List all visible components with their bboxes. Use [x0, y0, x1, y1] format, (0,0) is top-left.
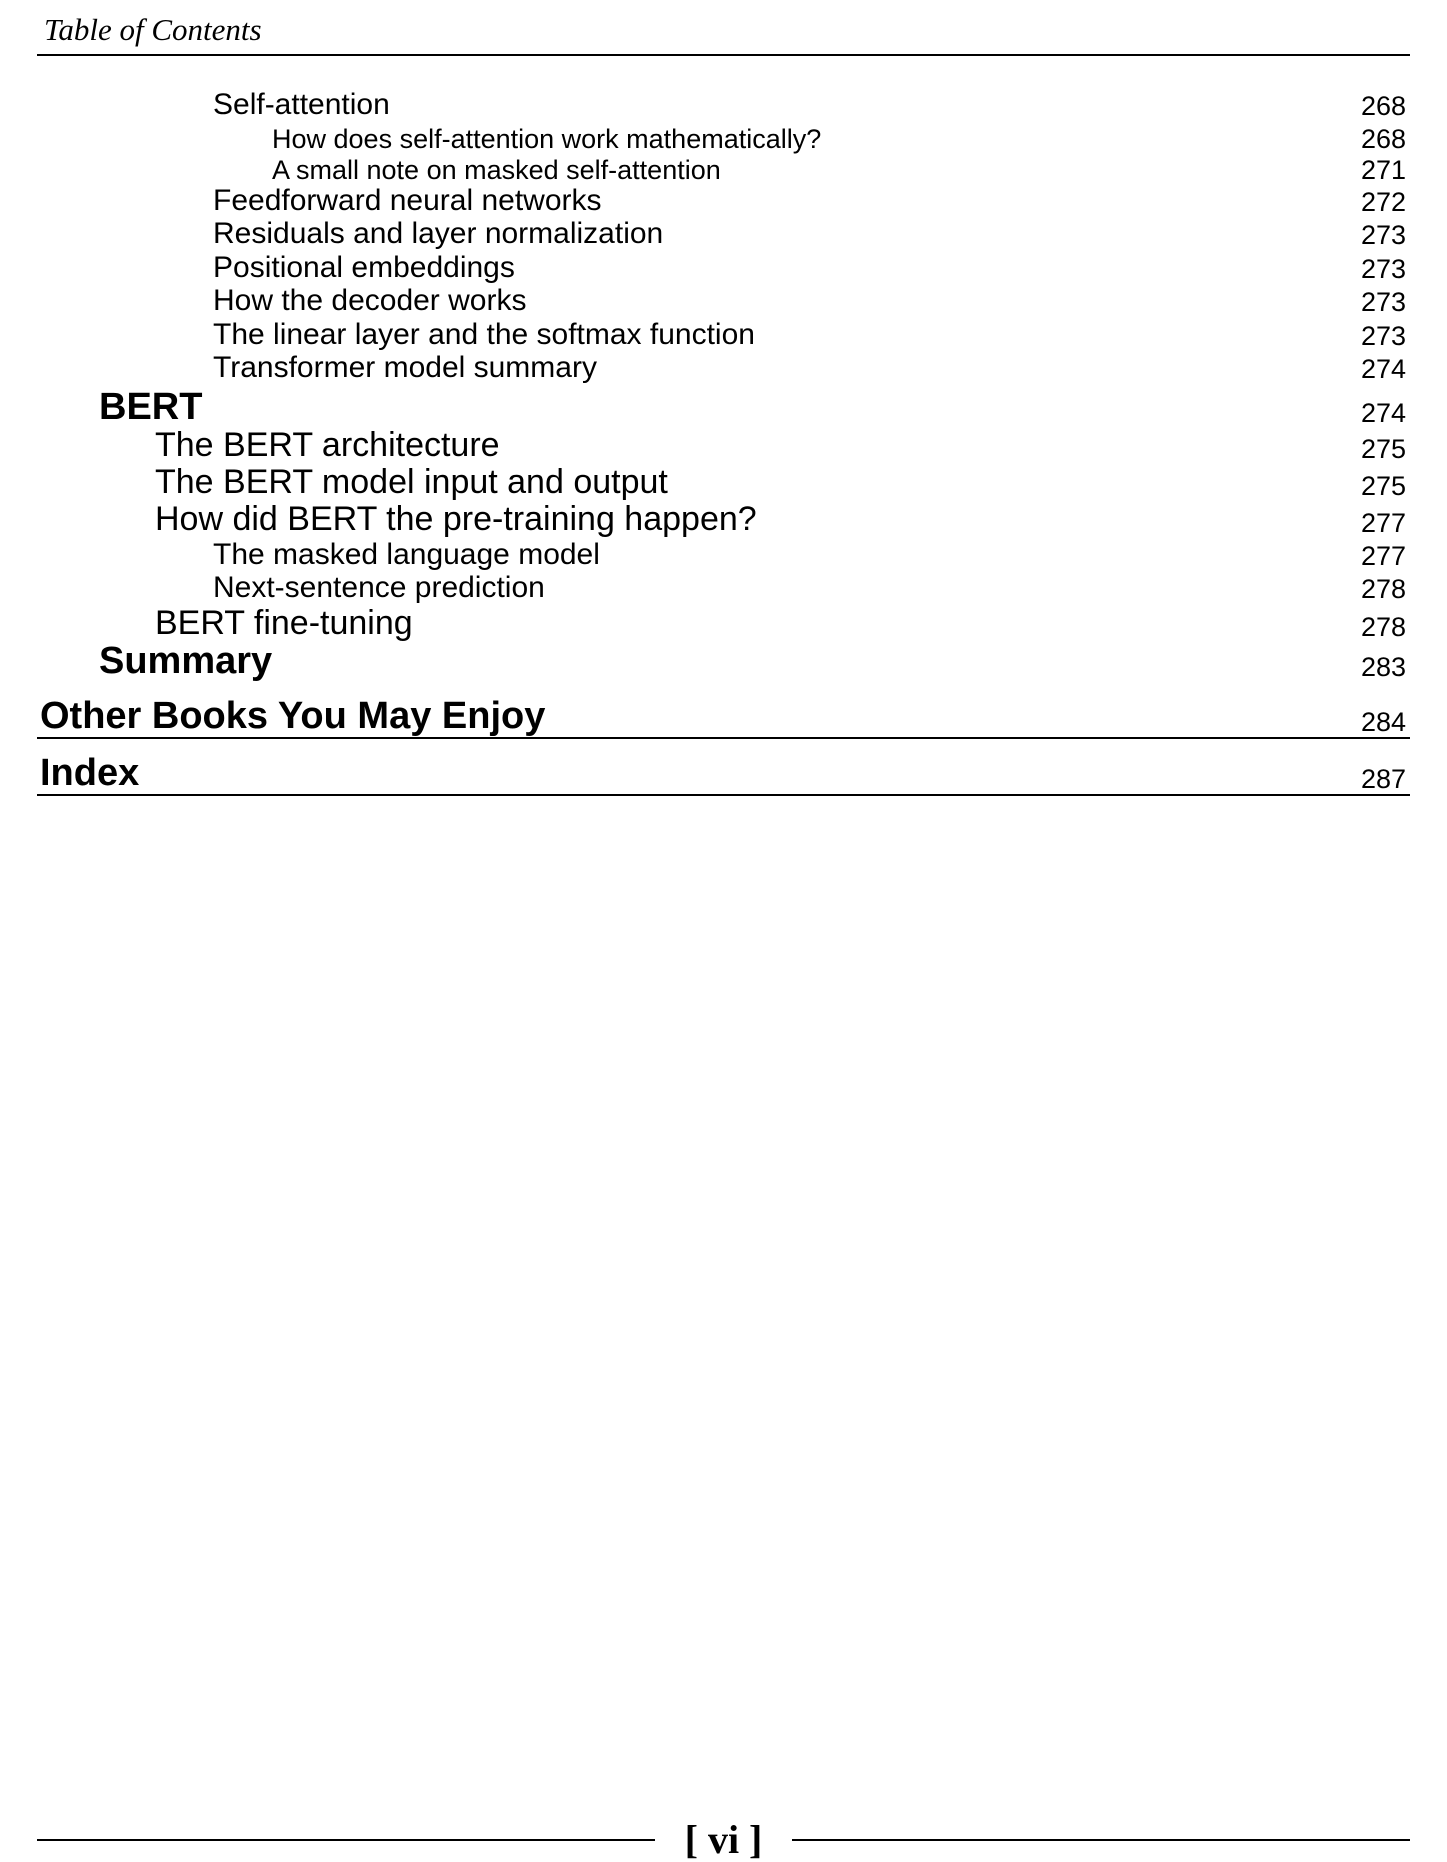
toc-entry-title: Next-sentence prediction [213, 571, 545, 604]
toc-entry-residuals[interactable] [37, 217, 1410, 250]
toc-entry-title: BERT [99, 386, 203, 428]
toc-entry-bert[interactable] [37, 386, 1410, 428]
footer-rule-left [37, 1839, 655, 1841]
toc-entry-other-books[interactable] [37, 695, 1410, 739]
toc-entry-bert-pretraining[interactable] [37, 501, 1410, 538]
toc-entry-positional-embeddings[interactable] [37, 251, 1410, 284]
toc-entry-page: 284 [1360, 707, 1406, 737]
running-head-title: Table of Contents [44, 12, 262, 47]
toc-entry-page: 273 [1360, 321, 1406, 351]
toc-entry-linear-softmax[interactable] [37, 318, 1410, 351]
toc-entry-next-sentence[interactable] [37, 571, 1410, 604]
toc-entry-page: 272 [1360, 187, 1406, 217]
toc-entry-masked-language-model[interactable] [37, 538, 1410, 571]
toc-entry-title: Summary [99, 640, 273, 682]
toc-entry-feedforward[interactable] [37, 184, 1410, 217]
toc-entry-page: 287 [1360, 764, 1406, 794]
toc-entry-page: 273 [1360, 220, 1406, 250]
toc-entry-page: 277 [1360, 541, 1406, 571]
toc-entry-page: 283 [1360, 652, 1406, 682]
toc-entry-title: Self-attention [213, 88, 390, 121]
toc-entry-title: The linear layer and the softmax function [213, 318, 755, 351]
toc-entry-page: 277 [1360, 508, 1406, 538]
footer-rule-right [792, 1839, 1410, 1841]
toc-entry-page: 273 [1360, 254, 1406, 284]
toc-entry-title: BERT fine-tuning [155, 604, 413, 642]
toc-entry-title: How did BERT the pre-training happen? [155, 500, 757, 538]
toc-entry-decoder[interactable] [37, 284, 1410, 317]
toc-entry-title: Transformer model summary [213, 351, 597, 384]
toc-entry-page: 275 [1360, 434, 1406, 464]
toc-entry-page: 273 [1360, 287, 1406, 317]
toc-entry-title: A small note on masked self-attention [272, 155, 721, 185]
toc-entry-title: Other Books You May Enjoy [40, 695, 546, 737]
toc-entry-title: How the decoder works [213, 284, 527, 317]
toc-entry-title: The BERT architecture [155, 426, 500, 464]
toc-entry-transformer-summary[interactable] [37, 351, 1410, 384]
toc-entry-page: 268 [1360, 91, 1406, 121]
toc-entry-title: Index [40, 752, 140, 794]
toc-entry-page: 278 [1360, 612, 1406, 642]
toc-entry-masked-self-attention[interactable] [37, 155, 1410, 185]
toc-entry-bert-architecture[interactable] [37, 427, 1410, 464]
toc-entry-bert-fine-tuning[interactable] [37, 605, 1410, 642]
toc-entry-page: 274 [1360, 398, 1406, 428]
toc-entry-page: 271 [1360, 155, 1406, 185]
toc-entry-page: 268 [1360, 124, 1406, 154]
page-footer [37, 1818, 1410, 1862]
toc-entry-summary[interactable] [37, 640, 1410, 682]
toc-entry-self-attention[interactable] [37, 88, 1410, 121]
toc-entry-title: Feedforward neural networks [213, 184, 602, 217]
toc-entry-title: The BERT model input and output [155, 463, 668, 501]
toc-entry-bert-input-output[interactable] [37, 464, 1410, 501]
toc-entry-title: Positional embeddings [213, 251, 515, 284]
toc-entry-page: 274 [1360, 354, 1406, 384]
toc-entry-page: 275 [1360, 471, 1406, 501]
toc-entry-index[interactable] [37, 752, 1410, 796]
page-number: [ vi ] [684, 1817, 763, 1862]
toc-entry-title: The masked language model [213, 538, 600, 571]
toc-entry-title: Residuals and layer normalization [213, 217, 664, 250]
toc-entry-self-attention-math[interactable] [37, 124, 1410, 154]
toc-entry-title: How does self-attention work mathematically? [272, 124, 822, 154]
toc-entry-page: 278 [1360, 574, 1406, 604]
